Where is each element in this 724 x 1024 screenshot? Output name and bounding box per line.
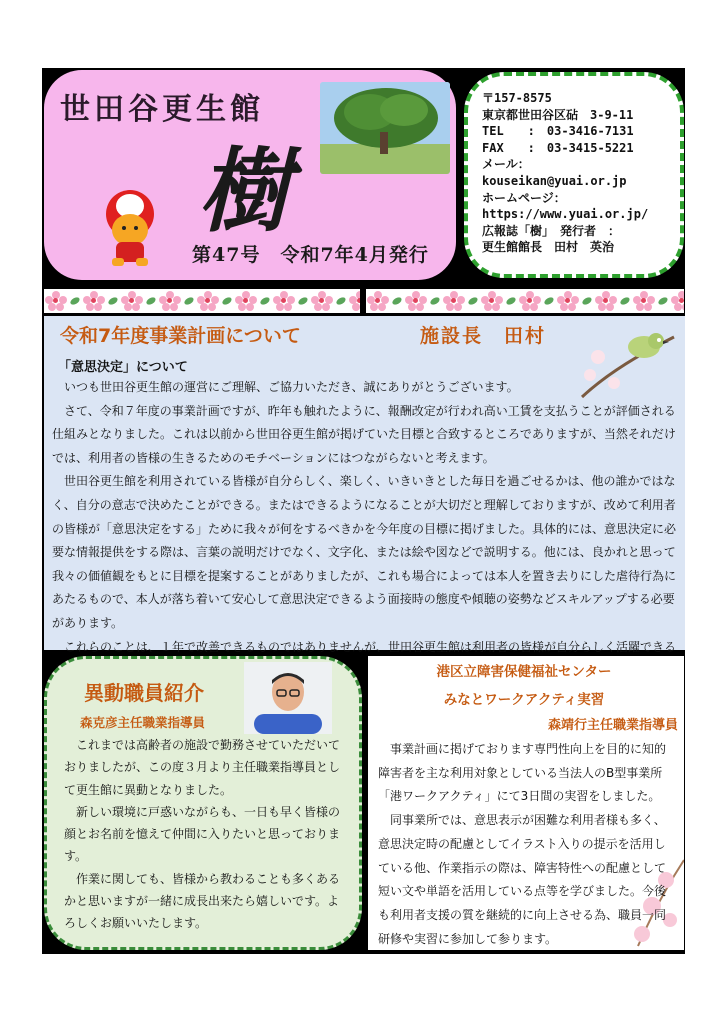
staff-heading: 異動職員紹介 xyxy=(84,681,204,705)
staff-paragraph: これまでは高齢者の施設で勤務させていただいておりましたが、この度３月より主任職業指導員として更生館に異動となりました。 xyxy=(64,738,341,797)
main-paragraph: さて、令和７年度の事業計画ですが、昨年も触れたように、報酬改定が行われ高い工賃を支払うことが評価される仕組みとなりました。これは以前から世田谷更生館が掲げていた目標と合致するところでありますが、当然それだけでは、利用者の皆様の生きるためのモチベーションにはつながらないと考えます。 xyxy=(52,403,676,465)
leaf-icon xyxy=(259,296,271,306)
mascot-icon xyxy=(96,184,164,268)
contact-line: FAX : 03-3415-5221 xyxy=(482,140,634,155)
flower-icon xyxy=(480,291,504,311)
issue-line: 第47号 令和7年4月発行 xyxy=(192,244,429,266)
contact-line: 広報誌「樹」 発行者 ： xyxy=(482,223,621,238)
leaf-icon xyxy=(505,296,517,306)
main-heading: 令和7年度事業計画について xyxy=(60,325,301,347)
contact-line: ホームページ： xyxy=(482,190,566,205)
leaf-icon xyxy=(145,296,157,306)
leaf-icon xyxy=(657,296,669,306)
main-paragraph: これらのことは、１年で改善できるものではありませんが、世田谷更生館は利用者の皆様が自分らしく活躍できる xyxy=(64,639,677,654)
leaf-icon xyxy=(429,296,441,306)
contact-line: メール： xyxy=(482,157,530,172)
training-heading-1: 港区立障害保健福祉センター xyxy=(436,664,612,680)
tree-photo xyxy=(320,82,450,174)
training-body xyxy=(378,738,674,951)
flower-icon xyxy=(44,291,68,311)
flower-border-left xyxy=(44,289,360,313)
contact-line: 更生館館長 田村 英治 xyxy=(482,240,615,255)
flower-icon xyxy=(594,291,618,311)
flower-icon xyxy=(196,291,220,311)
leaf-icon xyxy=(467,296,479,306)
main-author: 施設長 田村 xyxy=(420,325,547,347)
flower-icon xyxy=(442,291,466,311)
training-paragraph: 事業計画に掲げております専門性向上を目的に知的障害者を主な利用対象としている当法人のB型事業所「港ワークアクティ」にて3日間の実習をしました。 xyxy=(378,742,667,804)
masthead-title: 世田谷更生館 xyxy=(60,92,264,127)
contact-info xyxy=(482,90,648,256)
main-paragraph: いつも世田谷更生館の運営にご理解、ご協力いただき、誠にありがとうございます。 xyxy=(52,380,519,394)
flower-icon xyxy=(404,291,428,311)
flower-icon xyxy=(518,291,542,311)
training-name-title: 森靖行主任職業指導員 xyxy=(547,718,678,733)
contact-line: 〒157-8575 xyxy=(482,91,552,105)
contact-line: 東京都世田谷区砧 3-9-11 xyxy=(482,107,634,122)
newsletter-title: 樹 xyxy=(198,137,291,245)
flower-icon xyxy=(632,291,656,311)
leaf-icon xyxy=(619,296,631,306)
main-body xyxy=(52,376,676,683)
flower-icon xyxy=(348,291,360,311)
flower-icon xyxy=(82,291,106,311)
flower-icon xyxy=(556,291,580,311)
staff-paragraph: 新しい環境に戸惑いながらも、一日も早く皆様の顔とお名前を憶えて仲間に入りたいと思っております。 xyxy=(64,804,341,864)
leaf-icon xyxy=(221,296,233,306)
flower-border-right xyxy=(366,289,684,313)
flower-icon xyxy=(670,291,684,311)
flower-icon xyxy=(272,291,296,311)
staff-body xyxy=(64,734,350,935)
flower-icon xyxy=(120,291,144,311)
leaf-icon xyxy=(69,296,81,306)
leaf-icon xyxy=(107,296,119,306)
flower-icon xyxy=(366,291,390,311)
leaf-icon xyxy=(391,296,403,306)
flower-icon xyxy=(234,291,258,311)
main-subheading: 「意思決定」について xyxy=(58,360,188,375)
flower-icon xyxy=(310,291,334,311)
main-paragraph: 世田谷更生館を利用されている皆様が自分らしく、楽しく、いきいきとした毎日を過ごせるかは、他の誰かではなく、自分の意志で決めたことができる。またはできるようになることが大切だと理解しておりますが、改めて利用者の皆様が「意思決定をする」ために我々が何をするべきかを今年度の目標に掲げました。具体的には、意思決定に必要な情報提供をする際は、言葉の説明だけでなく、文字化、または絵や図などで説明する。他には、良かれと思って我々の価値観をもとに目標を提案することがありましたが、これも場合によっては本人を置き去りにした虐待行為にあたるもので、本人が落ち着いて安心して意思決定できるよう面接時の態度や傾聴の姿勢などスキルアップする必要があります。 xyxy=(52,474,677,630)
leaf-icon xyxy=(183,296,195,306)
training-paragraph: 同事業所では、意思表示が困難な利用者様も多く、意思決定時の配慮としてイラスト入りの提示を活用している他、作業指示の際は、障害特性への配慮として短い文や単語を活用している点等を学びました。今後も利用者支援の質を継続的に向上させる為、職員一同研修や実習に参加して参ります。 xyxy=(378,813,667,946)
leaf-icon xyxy=(297,296,309,306)
contact-url[interactable]: https://www.yuai.or.jp/ xyxy=(482,207,649,222)
leaf-icon xyxy=(335,296,347,306)
leaf-icon xyxy=(581,296,593,306)
leaf-icon xyxy=(543,296,555,306)
contact-line: TEL : 03-3416-7131 xyxy=(482,124,634,139)
staff-paragraph: 作業に関しても、皆様から教わることも多くあるかと思いますが一緒に成長出来たら嬉しいです。よろしくお願いいたします。 xyxy=(64,871,341,931)
staff-portrait xyxy=(244,662,332,734)
staff-name-title: 森克彦主任職業指導員 xyxy=(80,715,206,730)
contact-email[interactable]: kouseikan@yuai.or.jp xyxy=(482,173,627,188)
flower-icon xyxy=(158,291,182,311)
training-heading-2: みなとワークアクティ実習 xyxy=(443,692,605,708)
